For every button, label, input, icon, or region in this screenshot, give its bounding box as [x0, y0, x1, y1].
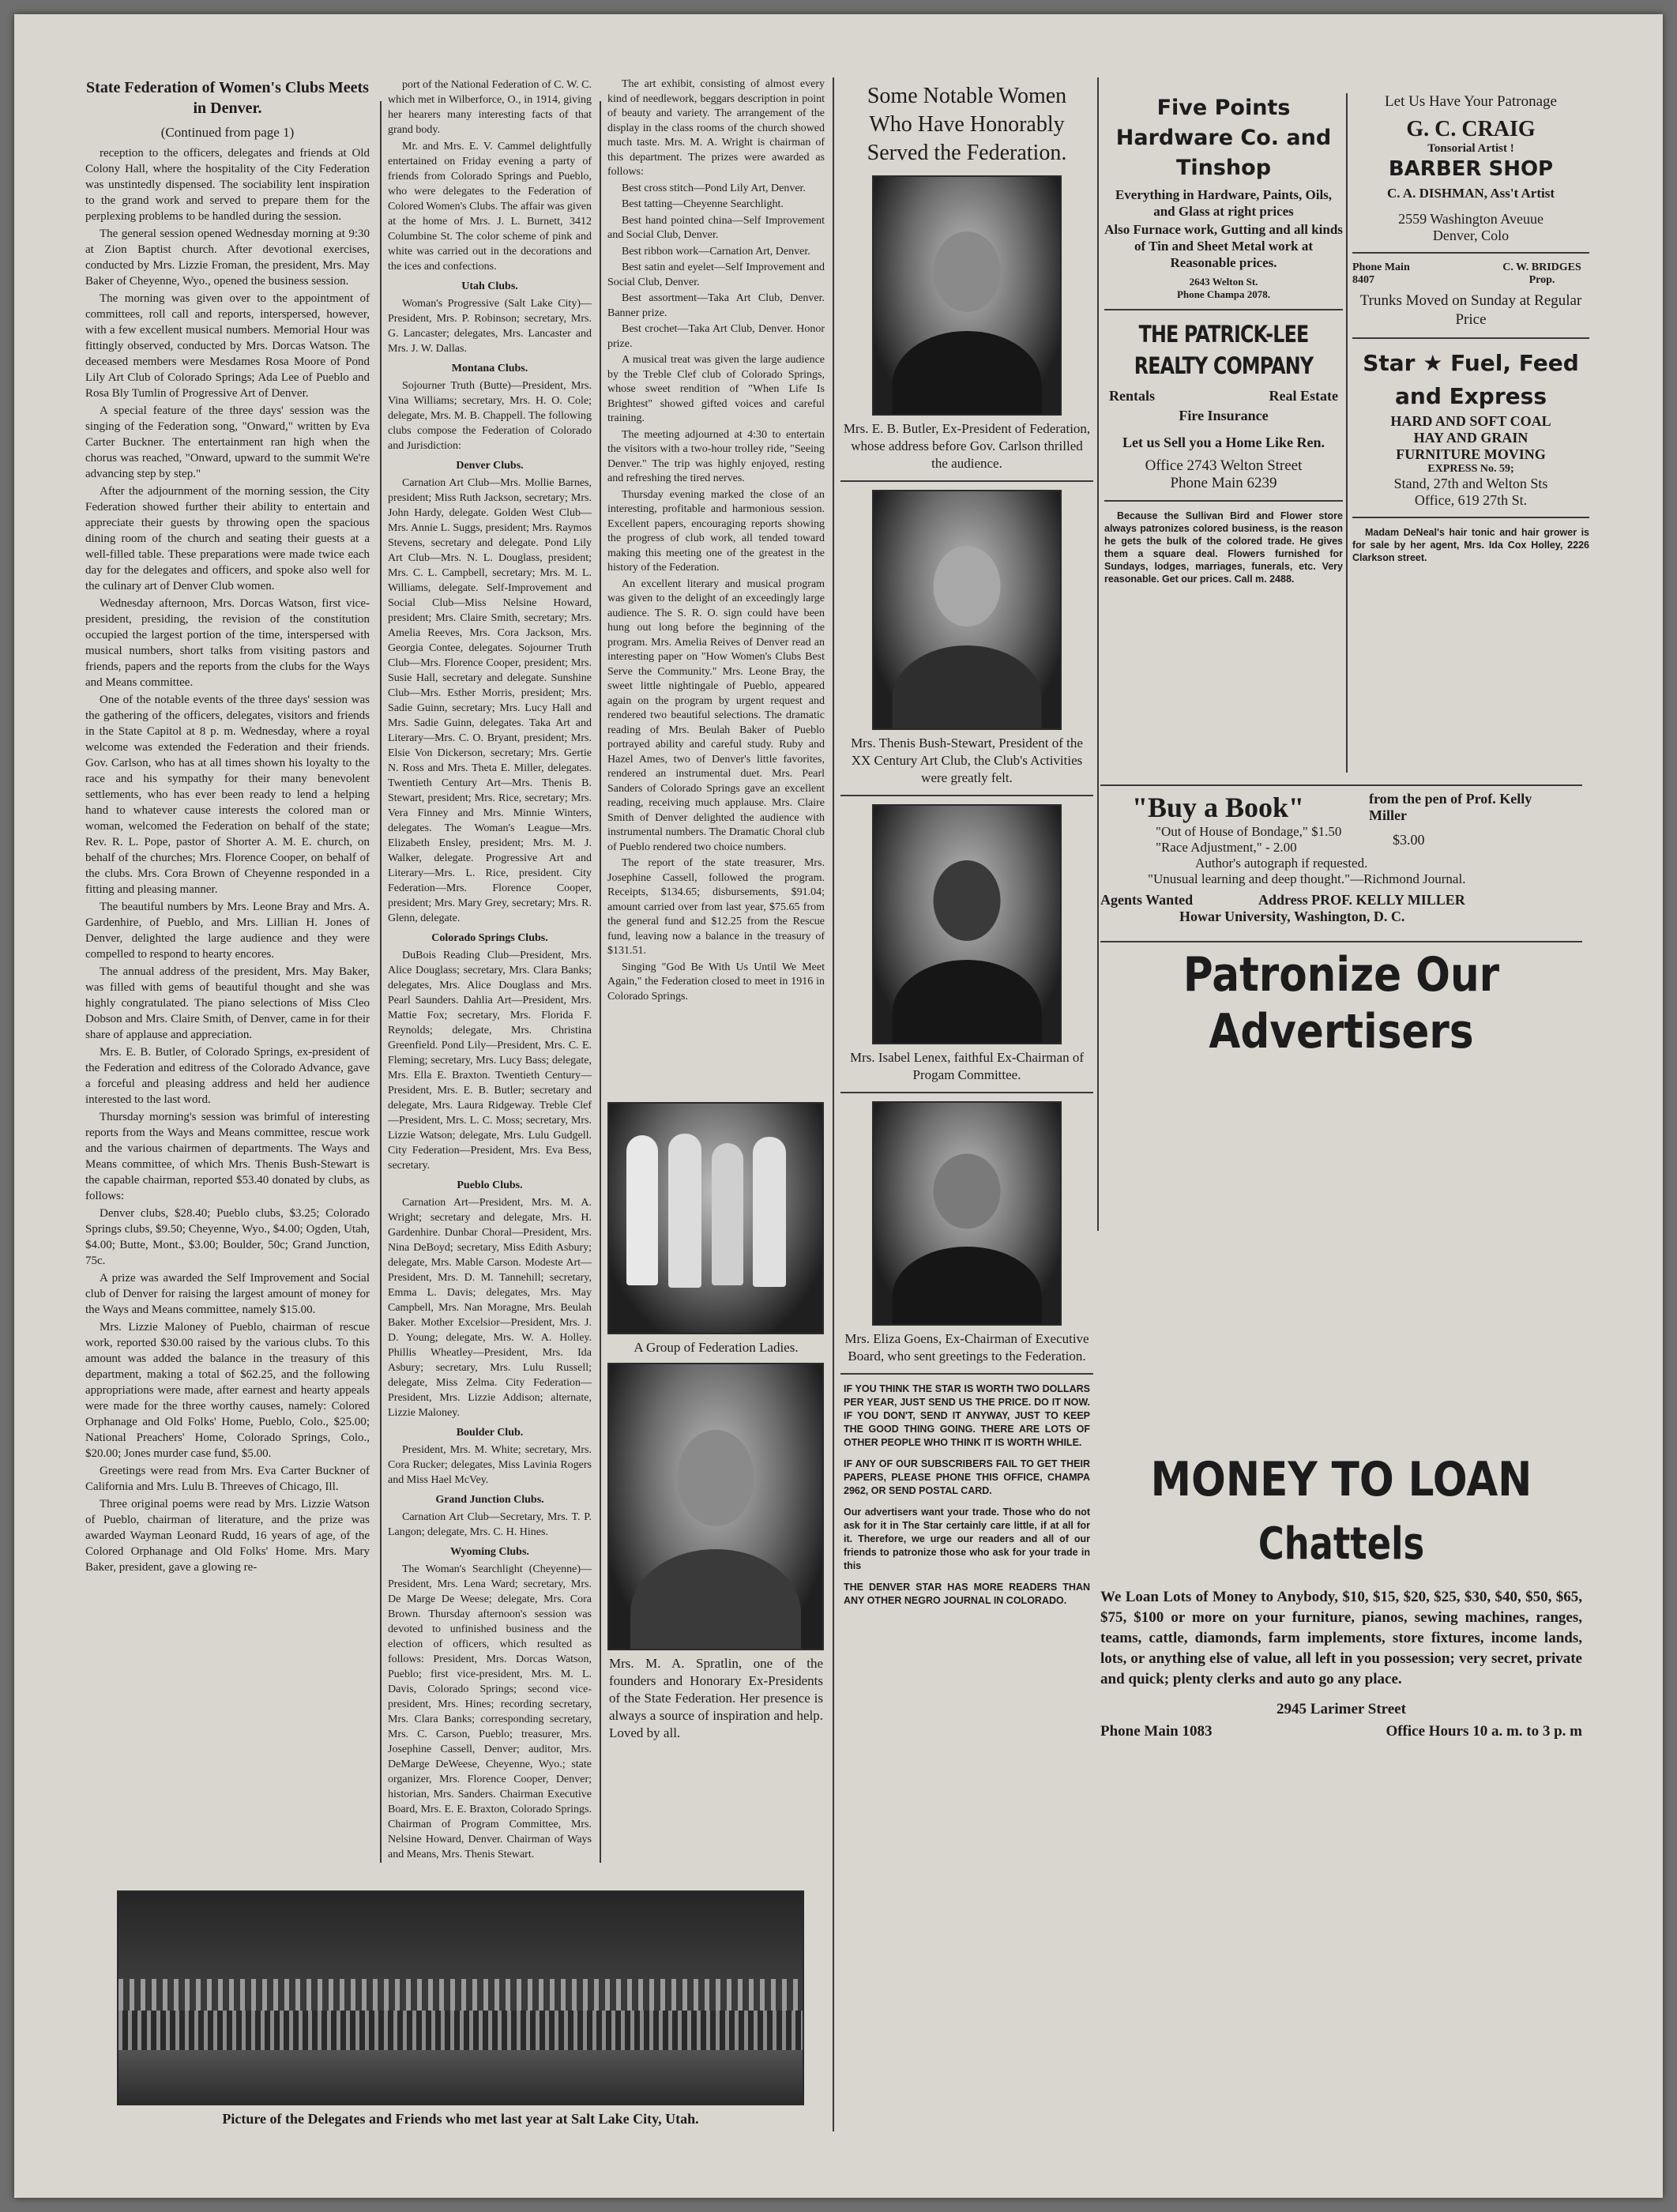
art-exhibit-article — [607, 77, 825, 1093]
paragraph: Thursday evening marked the close of an interesting, profitable and harmonious session. Excellent papers, encouraging reports showing the progress of club work, all tended toward making this meeting one of the greatest in the history of the Federation. — [607, 488, 825, 574]
book-address: Address PROF. KELLY MILLER — [1258, 892, 1465, 908]
patronize-headline: Patronize Our Advertisers — [1183, 947, 1500, 1059]
paragraph: After the adjournment of the morning session, the City Federation showed further their ability to entertain and appreciate their guests by throwing open the spacious dining room of the church and seating their guests at a well-filled table. These preparations were made twice each day for the delegates and officers, and spoke also well for the culinary art of Denver Club women. — [85, 485, 370, 592]
lenex-photo — [872, 804, 1062, 1044]
paragraph: The beautiful numbers by Mrs. Leone Bray and Mrs. A. Gardenhire, of Pueblo, and Mrs. Lillian H. Jones of Denver, delighted the large audience and they were compelled to respond to hearty encores. — [85, 901, 370, 961]
sullivan-notice: Because the Sullivan Bird and Flower store always patronizes colored business, is the reason he gets the bulk of the colored trade. He gives them a square deal. Flowers furnished for Sundays, lodges, marriages, funerals, etc. Very reasonable. Get our prices. Call m. 2488. — [1104, 510, 1343, 585]
club-heading: Utah Clubs. — [461, 280, 518, 292]
paragraph: One of the notable events of the three days' session was the gathering of the officers, delegates, visitors and friends in the State Capitol at 8 p. m. Wednesday, where a royal welcome was extended the Federation and their friends. Gov. Carlson, who has at all times shown his loyalty to the race and his sympathy for their many benevolent settlements, who has ever been ready to lend a helping hand to whatever cause interests the colored man or woman, welcomed the Federation on behalf of the state; Rev. R. L. Pope, pastor of Shorter A. M. E. church, on behalf of the churches; Mrs. Florence Cooper, on behalf of the clubs. Mrs. Cora Brown of Cheyenne responded in a fitting and pleasing manner. — [85, 694, 370, 896]
five-points-title: Five Points Hardware Co. and Tinshop — [1115, 96, 1332, 180]
star-fuel-l2: HAY AND GRAIN — [1413, 430, 1528, 446]
star-fuel-l4: EXPRESS No. 59; — [1427, 463, 1514, 475]
paragraph: An excellent literary and musical program was given to the delight of an exceedingly large audience. The S. R. O. sign could have been hung out long before the beginning of the program. Mrs. Amelia Reives of Denver read an interesting paper on "How Women's Clubs Best Serve the Community." Mrs. Leone Bray, the sweet little nightingale of Pueblo, appeared again on the program by urgent request and rendered two beautiful selections. The dramatic reading of Mrs. Beulah Baker of Pueblo portrayed ability and careful study. Ruby and Hazel Ames, two of Denver's little favorites, rendered an instrumental duet. Mrs. Pearl Sanders of Colorado Springs gave an excellent reading, receiving much applause. Mrs. Claire Smith of Denver delighted the audience with instrumental numbers. The Dramatic Choral club of Pueblo rendered two choice numbers. — [607, 577, 825, 853]
paragraph: The meeting adjourned at 4:30 to entertain the visitors with a two-hour trolley ride, "Seeing Denver." The trip was highly enjoyed, resting and refreshing the tired nerves. — [607, 428, 825, 484]
star-fuel-l1: HARD AND SOFT COAL — [1390, 413, 1551, 429]
paragraph: The art exhibit, consisting of almost every kind of needlework, beggars description in point of beauty and variety. The arrangement of the display in the class rooms of the church showed much taste. Mrs. M. A. Wright is chairman of this department. The prizes were awarded as follows: — [607, 78, 825, 178]
group-photo — [607, 1102, 824, 1334]
column-3 — [607, 77, 825, 1863]
paragraph: Three original poems were read by Mrs. Lizzie Watson of Pueblo, chairman of literature, and the prize was awarded Wayman Leonard Rudd, 16 years of age, of the Colored Orphanage and Old Folks' Home. Mrs. Mary Baker, president, gave a glowing re- — [85, 1498, 370, 1574]
bridges-name: C. W. BRIDGES Prop. — [1502, 261, 1581, 286]
column-4 — [840, 77, 1093, 2147]
ad-column-b — [1352, 93, 1589, 804]
craig-name: G. C. CRAIG — [1406, 117, 1536, 141]
notice: THE DENVER STAR HAS MORE READERS THAN ANY OTHER NEGRO JOURNAL IN COLORADO. — [844, 1582, 1090, 1606]
star-fuel-l3: FURNITURE MOVING — [1396, 446, 1546, 462]
patrick-lee-tagline: Let us Sell you a Home Like Ren. — [1122, 434, 1325, 450]
book-2: "Race Adjustment," - 2.00 — [1156, 840, 1297, 855]
paragraph: A musical treat was given the large audience by the Treble Clef club of Colorado Springs, whose sweet rendition of "When Life Is Brightest" showed gifted voices and careful training. — [607, 354, 825, 424]
notice: Our advertisers want your trade. Those who do not ask for it in The Star certainly care little, if at all for it. Therefore, we urge our readers and all of our friends to patronize those who ask for your trade in this — [844, 1507, 1090, 1571]
spratlin-caption: Mrs. M. A. Spratlin, one of the founders and Honorary Ex-Presidents of the State Federation. Her presence is always a source of inspiration and help. Loved by all. — [609, 1656, 823, 1740]
paragraph: The general session opened Wednesday morning at 9:30 at Zion Baptist church. After devotional exercises, conducted by Mrs. Lizzie Froman, the president, Mrs. May Baker of Cheyenne, Wyo., opened the business session. — [85, 228, 370, 288]
five-points-ad — [1104, 93, 1343, 301]
paragraph: Best satin and eyelet—Self Improvement and Social Club, Denver. — [607, 261, 825, 288]
patrick-lee-ad — [1104, 318, 1343, 492]
star-fuel-l6: Office, 619 27th St. — [1414, 492, 1528, 508]
paragraph: Best tatting—Cheyenne Searchlight. — [622, 198, 784, 210]
club-text: Carnation Art Club—Mrs. Mollie Barnes, president; Miss Ruth Jackson, secretary; Mrs. John Hardy, delegate. Golden West Club—Mrs. Annie L. Suggs, president; Mrs. Raymos Stevens, secretary and delegate. Pond Lily Art Club—Mrs. N. L. Douglass, president; Mrs. C. L. Campbell, secretary; Mrs. M. L. Williams, delegate. Self-Improvement and Social Club—Miss Nelsine Howard, president; Mrs. Claire Smith, secretary; Mrs. Amelia Reeves, Mrs. Cora Jackson, Mrs. Georgia Contee, delegates. Sojourner Truth Club—Mrs. Florence Cooper, president; Mrs. Susie Hall, secretary and delegate. Sunshine Club—Mrs. Esther Morris, president; Mrs. Sadie Guinn, secretary; Mrs. Lucy Hall and Mrs. Sadie Guinn, delegates. Taka Art and Literary—Mrs. C. O. Bryant, president; Mrs. Elsie Von Dickerson, secretary; Mrs. Gertie N. Ross and Mrs. Theta E. Miller, delegates. Twentieth Century Art—Mrs. Thenis B. Stewart, president; Mrs. Rice, secretary; Mrs. Vera Finney and Mrs. Minnie Winters, delegates. The Woman's League—Mrs. Elizabeth Ensley, president; Mrs. M. J. Walker, delegate. Progressive Art and Literary—Mrs. L. Rice, president. City Federation—Mrs. Florence Cooper, president; Mrs. Mary Grey, secretary; Mrs. R. Glenn, delegate. — [388, 477, 592, 924]
club-heading: Grand Junction Clubs. — [435, 1494, 544, 1506]
notable-women-heading: Some Notable Women Who Have Honorably Served the Federation. — [867, 84, 1067, 165]
paragraph: Best assortment—Taka Art Club, Denver. Banner prize. — [607, 292, 825, 319]
book-ad-author: from the pen of Prof. Kelly Miller — [1369, 791, 1532, 823]
paragraph: Best ribbon work—Carnation Art, Denver. — [622, 245, 810, 258]
paragraph: The morning was given over to the appointment of committees, roll call and reports, interspersed, however, with a few excellent musical numbers. Memorial Hour was fittingly observed, conducted by Mrs. Dorcas Watson. The deceased members were Mesdames Rosa Moore of Pond Lily Art Club of Colorado Springs; Ada Lee of Pueblo and Rosa Bly Tumlin of Progressive Art of Denver. — [85, 292, 370, 400]
rentals-label: Rentals — [1109, 388, 1155, 404]
book-ad-title: "Buy a Book" — [1132, 792, 1305, 823]
lenex-caption: Mrs. Isabel Lenex, faithful Ex-Chairman of Progam Committee. — [850, 1050, 1084, 1082]
club-heading: Denver Clubs. — [456, 460, 524, 472]
agents-wanted: Agents Wanted — [1100, 892, 1194, 908]
club-heading: Boulder Club. — [456, 1427, 524, 1439]
loan-hours: Office Hours 10 a. m. to 3 p. m — [1386, 1723, 1582, 1740]
club-heading: Pueblo Clubs. — [457, 1179, 523, 1191]
paragraph: Denver clubs, $28.40; Pueblo clubs, $3.25; Colorado Springs clubs, $9.50; Cheyenne, Wyo., $4.00; Ogden, Utah, $4.00; Butte, Mont., $3.00; Boulder, 50c; Grand Junction, 75c. — [85, 1207, 370, 1267]
club-heading: Wyoming Clubs. — [450, 1546, 529, 1558]
paragraph: A special feature of the three days' session was the singing of the Federation song, "Onward," written by Eva Carter Buckner. The entertainment ran high when the chorus was reached, "Onward, upward to the summit We're advancing step by step." — [85, 404, 370, 480]
club-text: The Woman's Searchlight (Cheyenne)—President, Mrs. Lena Ward; secretary, Mrs. De Marge De Weese; delegate, Mrs. Cora Brown. Thursday afternoon's session was devoted to unfinished business and the election of officers, which resulted as follows: President, Mrs. Dorcas Watson, Pueblo; first vice-president, Mrs. M. L. Davis, Colorado Springs; second vice-president, Mrs. Hines; recording secretary, Mrs. Clara Banks; corresponding secretary, Mrs. C. Carson, Pueblo; treasurer, Mrs. Josephine Cassell, Denver; auditor, Mrs. DeMarge DeWeese, Cheyenne, Wyo.; state organizer, Mrs. Florence Cooper, Denver; historian, Mrs. Sanders. Chairman Executive Board, Mrs. E. E. Braxton, Colorado Springs. Chairman of Program Committee, Mrs. Nelsine Howard, Denver. Chairman of Ways and Means, Mrs. Thenis Stewart. — [388, 1563, 592, 1860]
paragraph: Mrs. E. B. Butler, of Colorado Springs, ex-president of the Federation and editress of the Colorado Advance, gave a forceful and pleasing address and held her audience interested to the last word. — [85, 1046, 370, 1106]
paragraph: Greetings were read from Mrs. Eva Carter Buckner of California and Mrs. Lulu B. Threeves of Chicago, Ill. — [85, 1465, 370, 1493]
paragraph: A prize was awarded the Self Improvement and Social club of Denver for raising the largest amount of money for the Ways and Means committee, namely $15.00. — [85, 1272, 370, 1316]
paragraph: Singing "God Be With Us Until We Meet Again," the Federation closed to meet in 1916 in Colorado Springs. — [607, 961, 825, 1003]
notice: IF ANY OF OUR SUBSCRIBERS FAIL TO GET THEIR PAPERS, PLEASE PHONE THIS OFFICE, CHAMPA 2962, OR SEND POSTAL CARD. — [844, 1458, 1090, 1496]
continued-note: (Continued from page 1) — [160, 125, 295, 140]
craig-ad — [1352, 93, 1589, 244]
paragraph: port of the National Federation of C. W. C. which met in Wilberforce, O., in 1914, giving her hearers many interesting facts of that grand body. — [388, 79, 592, 136]
five-points-line2: Also Furnace work, Gutting and all kinds of Tin and Sheet Metal work at Reasonable prices. — [1104, 222, 1343, 270]
bridges-line: Trunks Moved on Sunday at Regular Price — [1359, 292, 1582, 328]
loan-phone: Phone Main 1083 — [1100, 1723, 1213, 1740]
club-text: President, Mrs. M. White; secretary, Mrs. Cora Rucker; delegates, Miss Lavinia Rogers and Miss Hael McVey. — [388, 1444, 592, 1486]
club-text: Sojourner Truth (Butte)—President, Mrs. Vina Williams; secretary, Mrs. H. O. Cole; delegate, Mrs. M. B. Chappell. The following clubs compose the Federation of Colorado and Jurisdiction: — [388, 380, 592, 452]
patrick-lee-title: THE PATRICK-LEE REALTY COMPANY — [1134, 321, 1314, 379]
paragraph: Wednesday afternoon, Mrs. Dorcas Watson, first vice-president, presiding, the revision of the constitution occupied the largest portion of the time, interspersed with musical numbers, short talks from visiting pastors and friends, papers and the reports from the clubs for the Ways and Means committee. — [85, 597, 370, 689]
paragraph: Mr. and Mrs. E. V. Cammel delightfully entertained on Friday evening a party of friends from Colorado Springs and Pueblo, who were delegates to the Federation of Colored Women's Clubs. The affair was given at the home of Mrs. J. L. Burnett, 3412 Columbine St. The color scheme of pink and white was carried out in the decorations and the ices and confections. — [388, 141, 592, 273]
five-points-address: 2643 Welton St. — [1189, 276, 1258, 288]
book-autograph: Author's autograph if requested. — [1195, 856, 1368, 871]
paragraph: Best cross stitch—Pond Lily Art, Denver. — [622, 182, 806, 194]
club-text: Woman's Progressive (Salt Lake City)—President, Mrs. P. Robinson; secretary, Mrs. G. Lancaster; delegates, Mrs. Lancaster and Mrs. J. W. Dallas. — [388, 298, 592, 355]
loan-address: 2945 Larimer Street — [1277, 1701, 1406, 1717]
star-fuel-title: Star ★ Fuel, Feed and Express — [1363, 350, 1579, 409]
paragraph: Mrs. Lizzie Maloney of Pueblo, chairman of rescue work, reported $30.00 raised by the various clubs. To this amount was added the balance in the treasury of this department, making a total of $62.25, and the following appropriations were made, after earnest and hearty appeals were made for the three worthy causes, namely: Colored Orphanage and Old Folks' Home, Pueblo, Colo., $25.00; National Preachers' Home, Colorado Springs, Colo., $20.00; Jones murder case fund, $5.00. — [85, 1321, 370, 1460]
paragraph: reception to the officers, delegates and friends at Old Colony Hall, where the hospitality of the City Federation was unstintedly dispensed. The sociability lent inspiration to the grand work and served to prepare them for the perplexing problems to be handled during the session. — [85, 147, 370, 223]
craig-assistant: C. A. DISHMAN, Ass't Artist — [1386, 186, 1555, 201]
patrick-lee-office: Office 2743 Welton Street — [1145, 457, 1303, 474]
club-listing — [388, 77, 592, 1862]
group-photo-caption: A Group of Federation Ladies. — [634, 1340, 799, 1355]
craig-city: Denver, Colo — [1432, 228, 1510, 243]
book-total: $3.00 — [1393, 832, 1425, 848]
craig-artist: Tonsorial Artist ! — [1427, 142, 1514, 155]
newspaper-page — [14, 14, 1663, 2198]
book-university: Howar University, Washington, D. C. — [1179, 908, 1405, 924]
column-2 — [388, 77, 592, 1863]
column-rule — [380, 101, 382, 1863]
paragraph: Best hand pointed china—Self Improvement and Social Club, Denver. — [607, 214, 825, 241]
patronize-ad — [1100, 946, 1582, 1089]
stewart-caption: Mrs. Thenis Bush-Stewart, President of the XX Century Art Club, the Club's Activities were greatly felt. — [851, 735, 1083, 785]
loan-title: MONEY TO LOAN — [1150, 1452, 1532, 1507]
notices — [840, 1382, 1093, 1608]
paragraph: The report of the state treasurer, Mrs. Josephine Cassell, followed the program. Receipts, $134.65; disbursements, $91.04; amount carried over from last year, $75.65 from the general fund and $12.25 from the Rescue fund, leaving now a balance in the treasury of $131.51. — [607, 857, 825, 957]
bridges-phone: Phone Main 8407 — [1352, 261, 1410, 286]
club-text: Carnation Art Club—Secretary, Mrs. T. P. Langon; delegate, Mrs. C. H. Hines. — [388, 1511, 592, 1538]
column-1 — [85, 77, 370, 1894]
craig-patronage: Let Us Have Your Patronage — [1385, 93, 1557, 110]
spratlin-photo — [607, 1363, 824, 1650]
column-rule — [600, 101, 601, 1863]
club-heading: Colorado Springs Clubs. — [431, 932, 548, 944]
craig-address: 2559 Washington Aveuue — [1398, 211, 1544, 227]
star-fuel-l5: Stand, 27th and Welton Sts — [1393, 476, 1548, 491]
column-rule — [1097, 77, 1099, 1231]
deneal-notice: Madam DeNeal's hair tonic and hair grower is for sale by her agent, Mrs. Ida Cox Holley, 2226 Clarkson street. — [1352, 527, 1589, 563]
goens-caption: Mrs. Eliza Goens, Ex-Chairman of Executive Board, who sent greetings to the Federation. — [844, 1331, 1089, 1364]
paragraph: Best crochet—Taka Art Club, Denver. Honor prize. — [607, 323, 825, 350]
patrick-lee-phone: Phone Main 6239 — [1170, 475, 1277, 491]
column-rule — [1346, 93, 1348, 773]
club-text: DuBois Reading Club—President, Mrs. Alice Douglass; secretary, Mrs. Clara Banks; delegates, Mrs. Alice Douglass and Mrs. Pearl Saunders. Dahlia Art—President, Mrs. Mattie Fox; secretary, Mrs. Florida F. Reynolds; delegate, Mrs. Christina Greenfield. Pond Lily—President, Mrs. C. E. Fleming; secretary, Mrs. Lucy Bass; delegate, Mrs. Ella E. Braxton. Twentieth Century—President, Mrs. E. B. Butler; secretary and delegate, Mrs. Laura Ridgeway. Treble Clef—President, Mrs. L. C. Moss; secretary, Mrs. Lizzie Watson; delegate, Mrs. Lulu Gudgell. City Federation—President, Mrs. Eva Bess, secretary. — [388, 950, 592, 1172]
five-points-phone: Phone Champa 2078. — [1176, 288, 1271, 300]
delegates-photo — [117, 1890, 804, 2105]
bottom-photo-block — [117, 1890, 804, 2143]
goens-photo — [872, 1101, 1062, 1326]
loan-ad — [1100, 1452, 1582, 1894]
star-fuel-ad — [1352, 347, 1589, 509]
bridges-ad — [1352, 261, 1589, 329]
book-ad — [1100, 784, 1582, 942]
article-headline: State Federation of Women's Clubs Meets in Denver. — [86, 79, 369, 117]
delegates-caption: Picture of the Delegates and Friends who met last year at Salt Lake City, Utah. — [222, 2111, 699, 2127]
stewart-photo — [872, 490, 1062, 730]
real-estate-label: Real Estate — [1269, 388, 1338, 404]
paragraph: The annual address of the president, Mrs. May Baker, was filled with gems of beautiful thought and she was highly congratulated. The piano selections of Miss Cleo Dobson and Mrs. Claire Smith, of Denver, came in for their share of applause and appreciation. — [85, 965, 370, 1041]
book-1: "Out of House of Bondage," $1.50 — [1156, 824, 1342, 839]
column-rule — [833, 77, 834, 2131]
club-heading: Montana Clubs. — [451, 363, 528, 374]
loan-body: We Loan Lots of Money to Anybody, $10, $15, $20, $25, $30, $40, $50, $65, $75, $100 or more on your furniture, pianos, sewing machines, ranges, teams, cattle, diamonds, farm implements, store fixtures, income lands, lots, or anything else of value, all left in you possession; very secret, private and quick; plenty clerks and auto go any place. — [1100, 1589, 1582, 1687]
notice: IF YOU THINK THE STAR IS WORTH TWO DOLLARS PER YEAR, JUST SEND US THE PRICE. DO IT NOW. IF YOU DON'T, SEND IT ANYWAY, JUST TO KEEP THE GOOD THING GOING. THERE ARE LOTS OF OTHER PEOPLE WHO THINK IT IS WORTH WHILE. — [844, 1383, 1090, 1448]
butler-photo — [872, 175, 1062, 416]
article-body — [85, 145, 370, 1575]
fire-insurance-label: Fire Insurance — [1179, 408, 1269, 423]
five-points-line1: Everything in Hardware, Paints, Oils, and Glass at right prices — [1115, 187, 1333, 219]
butler-caption: Mrs. E. B. Butler, Ex-President of Federation, whose address before Gov. Carlson thrilled the audience. — [843, 421, 1091, 471]
paragraph: Thursday morning's session was brimful of interesting reports from the Ways and Means committee, rescue work and the various chairmen of departments. The Ways and Means committee, of which Mrs. Thenis Bush-Stewart is the capable chairman, reported $53.40 donated by clubs, as follows: — [85, 1111, 370, 1202]
barber-shop-title: BARBER SHOP — [1388, 157, 1554, 181]
book-quote: "Unusual learning and deep thought."—Richmond Journal. — [1148, 871, 1466, 886]
loan-subtitle: Chattels — [1258, 1518, 1425, 1570]
club-text: Carnation Art—President, Mrs. M. A. Wright; secretary and delegate, Mrs. H. Gardenhire. Dunbar Choral—President, Mrs. Nina DeBoyd; secretary, Miss Edith Asbury; delegate, Mrs. Mable Carson. Modeste Art—President, Mrs. D. M. Tannehill; secretary, Emma L. Davis; delegates, Mrs. May Campbell, Mrs. Nan Moragne, Mrs. Beulah Baker. Mother Excelsior—President, Mrs. J. D. Young; delegate, Mrs. W. A. Holley. Phillis Wheatley—President, Mrs. Ida Asbury; secretary, Mrs. Lulu Russell; delegate, Miss Zelma. City Federation—President, Mrs. Lizzie Addison; alternate, Lizzie Maloney. — [388, 1197, 592, 1419]
